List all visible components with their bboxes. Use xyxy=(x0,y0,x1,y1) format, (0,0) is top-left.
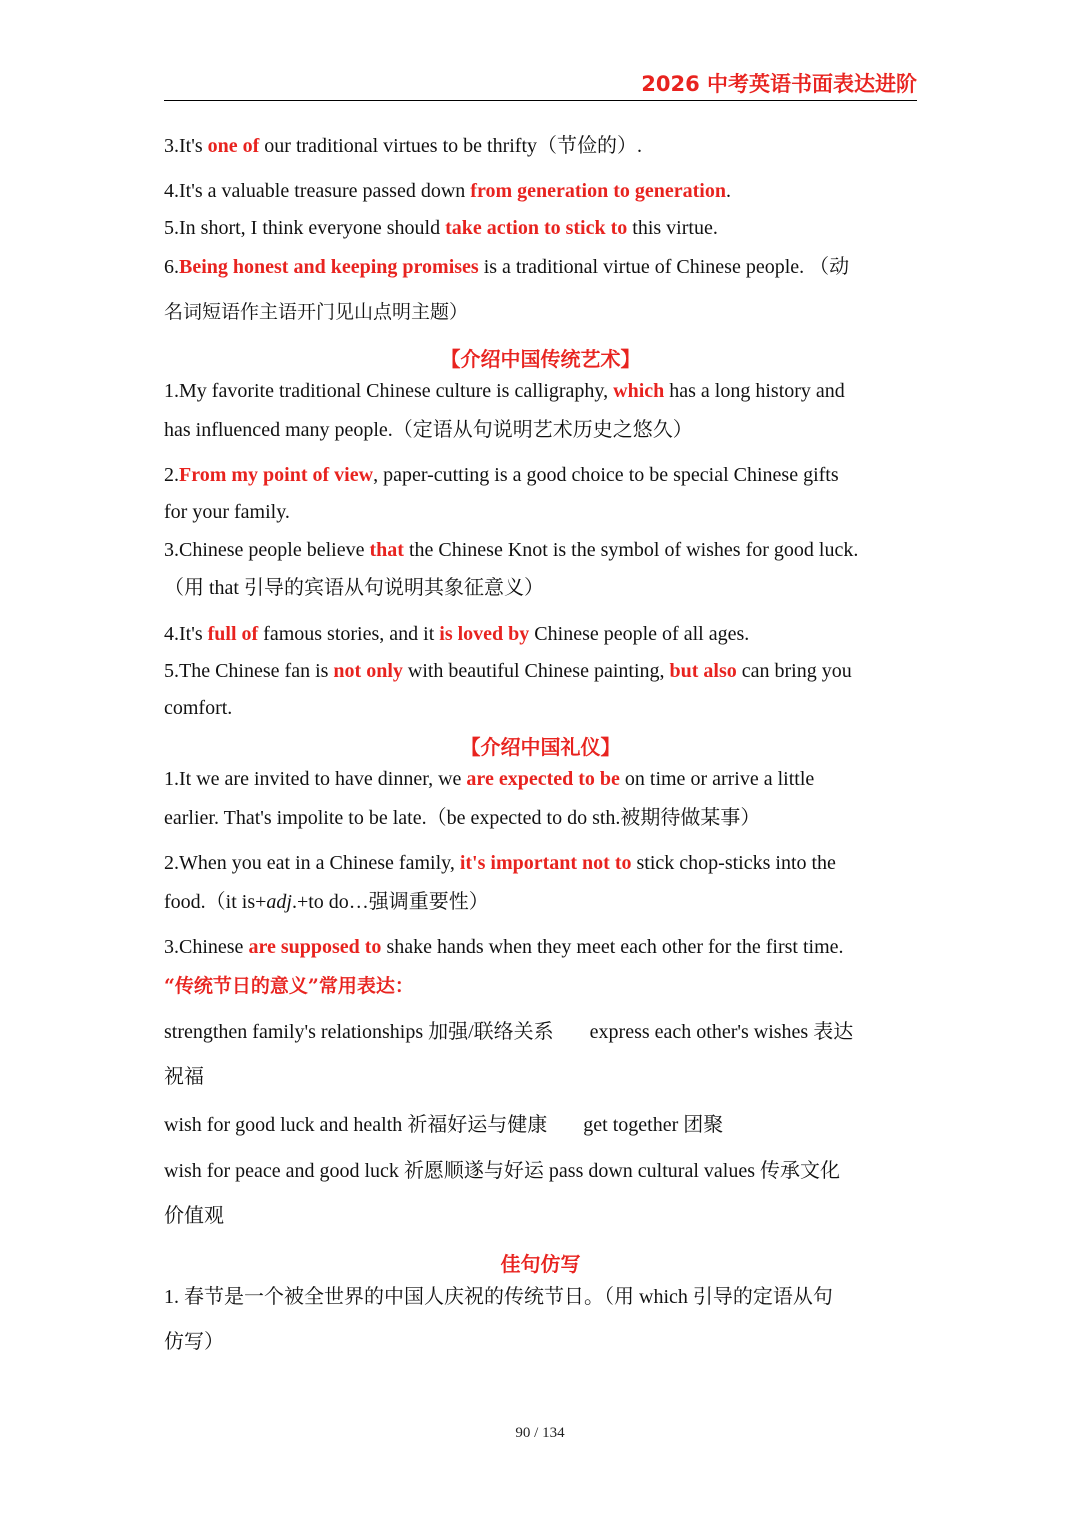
section-heading-imitation: 佳句仿写 xyxy=(500,1252,581,1276)
sentence-stories: 4.It's full of famous stories, and it is loved by Chinese people of all ages. xyxy=(164,623,750,645)
keyword: which xyxy=(613,380,665,402)
keyword: it's important not to xyxy=(459,852,632,874)
sentence-chopsticks-cont: food.（it is+adj.+to do…强调重要性） xyxy=(164,891,489,913)
phrase-row-3-cont: 价值观 xyxy=(164,1205,224,1227)
exercise-1: 1. 春节是一个被全世界的中国人庆祝的传统节日。（用 which 引导的定语从句 xyxy=(164,1286,833,1308)
phrase-row-3: wish for peace and good luck 祈愿顺遂与好运 pass down cultural values 传承文化 xyxy=(164,1160,840,1182)
sentence-fan-cont: comfort. xyxy=(164,697,233,719)
sentence-knot-note: （用 that 引导的宾语从句说明其象征意义） xyxy=(164,577,544,599)
document-title: 2026 中考英语书面表达进阶 xyxy=(641,72,917,96)
keyword: full of xyxy=(207,623,259,645)
sentence-knot: 3.Chinese people believe that the Chinese Knot is the symbol of wishes for good luck. xyxy=(164,539,859,561)
exercise-1-cont: 仿写） xyxy=(164,1331,224,1353)
phrase-row-2: wish for good luck and health 祈福好运与健康 get together 团聚 xyxy=(164,1114,724,1136)
keyword: are expected to be xyxy=(466,768,620,790)
sentence-honesty: 6.Being honest and keeping promises is a traditional virtue of Chinese people. （动 xyxy=(164,256,850,278)
sentence-action: 5.In short, I think everyone should take action to stick to this virtue. xyxy=(164,217,718,239)
sentence-papercut: 2.From my point of view, paper-cutting is a good choice to be special Chinese gifts xyxy=(164,464,839,486)
keyword: from generation to generation xyxy=(470,180,726,202)
sentence-chopsticks: 2.When you eat in a Chinese family, it's important not to stick chop-sticks into the xyxy=(164,852,836,874)
sentence-dinner-cont: earlier. That's impolite to be late.（be expected to do sth.被期待做某事） xyxy=(164,807,761,829)
keyword: take action to stick to xyxy=(445,217,628,239)
sentence-handshake: 3.Chinese are supposed to shake hands when they meet each other for the first time. xyxy=(164,936,844,958)
sentence-thrifty: 3.It's one of our traditional virtues to be thrifty（节俭的）. xyxy=(164,135,642,157)
page-header xyxy=(164,64,917,101)
sentence-papercut-cont: for your family. xyxy=(164,501,290,523)
keyword: one of xyxy=(207,135,260,157)
keyword: Being honest and keeping promises xyxy=(179,256,479,278)
keyword: but also xyxy=(669,660,737,682)
keyword: are supposed to xyxy=(248,936,382,958)
sentence-fan: 5.The Chinese fan is not only with beautiful Chinese painting, but also can bring you xyxy=(164,660,852,682)
section-heading-festival: “传统节日的意义”常用表达： xyxy=(164,975,414,997)
keyword: is loved by xyxy=(439,623,530,645)
phrase-row-1: strengthen family's relationships 加强/联络关系 express each other's wishes 表达 xyxy=(164,1021,854,1043)
keyword: From my point of view xyxy=(179,464,374,486)
sentence-dinner: 1.It we are invited to have dinner, we are expected to be on time or arrive a little xyxy=(164,768,815,790)
keyword: not only xyxy=(333,660,403,682)
page-number: 90 / 134 xyxy=(515,1425,565,1441)
phrase-row-1-cont: 祝福 xyxy=(164,1066,204,1088)
section-heading-etiquette: 【介绍中国礼仪】 xyxy=(460,735,621,759)
sentence-honesty-note: 名词短语作主语开门见山点明主题） xyxy=(164,301,469,323)
sentence-calligraphy: 1.My favorite traditional Chinese culture is calligraphy, which has a long history and xyxy=(164,380,845,402)
sentence-calligraphy-cont: has influenced many people.（定语从句说明艺术历史之悠久） xyxy=(164,419,693,441)
keyword: that xyxy=(369,539,404,561)
sentence-treasure: 4.It's a valuable treasure passed down from generation to generation. xyxy=(164,180,731,202)
section-heading-art: 【介绍中国传统艺术】 xyxy=(440,347,641,371)
